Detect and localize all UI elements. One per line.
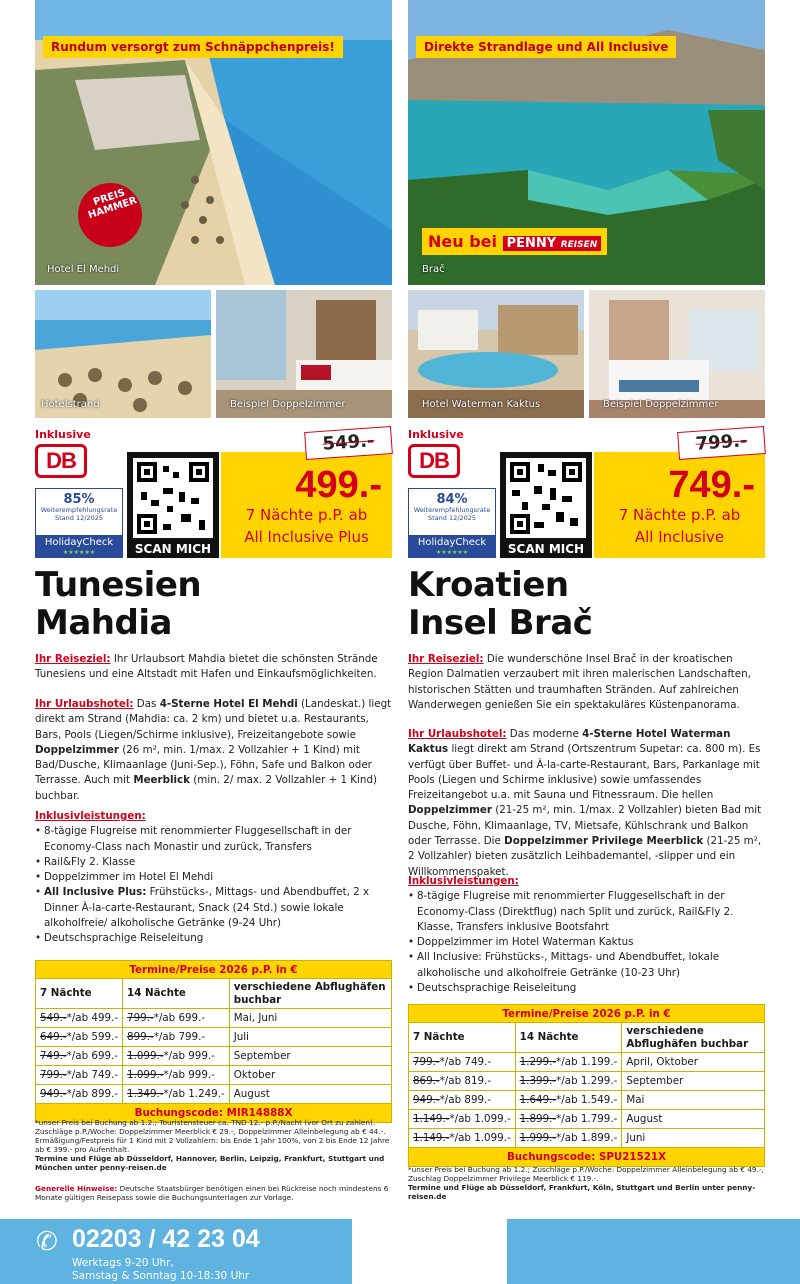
- neu-bei-banner: Neu bei PENNY REISEN: [422, 228, 607, 255]
- price-box: [594, 452, 765, 558]
- scan-label: SCAN MICH: [134, 542, 212, 556]
- hotel-text: Ihr Urlaubshotel: Das moderne 4-Sterne Hotel Waterman Kaktus liegt direkt am Strand (Ortszentrum Supetar: ca. 800 m). Es verfügt über Buffet- und À-la-carte-Restaurant, Bars, Parkanlage mit Pools (Liegen und Schirme inklusive) sowie umfassendes Freizeitangebot u.a. mit Sauna und Fitnessraum. Die hellen Doppelzimmer (21-25 m², min. 1/max. 2 Vollzahler) bieten Bad mit Dusche, Föhn, Klimaanlage, TV, Mietsafe, Kühlschrank und Balkon oder Terrasse. Die Doppelzimmer Privilege Meerblick (21-25 m², 2 Vollzahler) bieten zusätzlich Leihbademantel, -slipper und ein Willkommenspaket.: [408, 728, 762, 878]
- price-7-cell: 869.-*/ab 819.-: [409, 1072, 516, 1091]
- price-7-cell: 749.-*/ab 699.-: [36, 1047, 123, 1066]
- price-14-cell: 799.-*/ab 699.-: [123, 1009, 230, 1028]
- db-logo: DB: [35, 444, 87, 478]
- table-row: [36, 1009, 392, 1028]
- list-item: • All Inclusive: Frühstücks-, Mittags- und Abendbuffet, lokale alkoholische und alkoholfreie Getränke (10-23 Uhr): [408, 950, 765, 981]
- page-number: 4: [392, 1229, 405, 1250]
- thumb-caption: Hotel Waterman Kaktus: [422, 399, 541, 410]
- holidaycheck-badge: [35, 488, 123, 558]
- table-row: [409, 1110, 765, 1129]
- hc-subtitle: Weiterempfehlungsrate: [40, 506, 118, 514]
- price-7-cell: 949.-*/ab 899.-: [409, 1091, 516, 1110]
- price: 499.-: [295, 464, 382, 506]
- general-notes: Generelle Hinweise: Deutsche Staatsbürger benötigen einen bei Rückreise noch mindestens 6 Monate gültigen Reisepass sowie die Buchungsunterlagen zur Vorlage.: [35, 1184, 389, 1202]
- price-14-cell: 1.899.-*/ab 1.799.-: [515, 1110, 622, 1129]
- list-item: • Doppelzimmer im Hotel El Mehdi: [35, 870, 392, 885]
- price-line-2: All Inclusive: [634, 528, 725, 546]
- inklusivleistungen: [35, 809, 392, 947]
- table-row: [409, 1053, 765, 1072]
- phone-icon: ✆: [36, 1227, 58, 1257]
- month-cell: Mai: [622, 1091, 765, 1110]
- reiseziel-text: Ihr Reiseziel: Ihr Urlaubsort Mahdia bietet die schönsten Strände Tunesiens und eine Altstadt mit Hafen und Einkaufsmöglichkeiten.: [35, 653, 378, 681]
- hero-caption: Hotel El Mehdi: [47, 264, 120, 275]
- table-row: [36, 1028, 392, 1047]
- destination-title: Kroatien Insel Brač: [408, 565, 593, 643]
- qr-code[interactable]: [127, 452, 219, 558]
- hc-stand: Stand 12/2025: [55, 513, 103, 522]
- hc-percent: 85%: [63, 492, 95, 507]
- price-14-cell: 1.649.-*/ab 1.549.-: [515, 1091, 622, 1110]
- table-title: Termine/Preise 2026 p.P. in €: [36, 961, 392, 979]
- col-header: 14 Nächte: [123, 979, 230, 1009]
- hc-brand: HolidayCheck: [409, 535, 495, 557]
- price-14-cell: 899.-*/ab 799.-: [123, 1028, 230, 1047]
- price-14-cell: 1.349.-*/ab 1.249.-: [123, 1085, 230, 1104]
- teaser-tag: Direkte Strandlage und All Inclusive: [416, 36, 676, 58]
- holidaycheck-badge: [408, 488, 496, 558]
- table-title: Termine/Preise 2026 p.P. in €: [409, 1005, 765, 1023]
- price-7-cell: 949.-*/ab 899.-: [36, 1085, 123, 1104]
- thumb-caption: Hotelstrand: [41, 399, 100, 410]
- hotline-number[interactable]: 02203 / 42 23 04: [72, 1225, 260, 1253]
- price-7-cell: 649.-*/ab 599.-: [36, 1028, 123, 1047]
- hc-brand: HolidayCheck: [36, 535, 122, 557]
- scan-label: SCAN MICH: [507, 542, 585, 556]
- old-price: 799.-: [677, 426, 766, 460]
- teaser-tag: Rundum versorgt zum Schnäppchenpreis!: [43, 36, 343, 58]
- price-table: [408, 1004, 765, 1167]
- col-header: 7 Nächte: [409, 1023, 516, 1053]
- table-row: [409, 1091, 765, 1110]
- month-cell: Juli: [229, 1028, 391, 1047]
- month-cell: August: [229, 1085, 391, 1104]
- col-header: 7 Nächte: [36, 979, 123, 1009]
- price-7-cell: 1.149.-*/ab 1.099.-: [409, 1129, 516, 1148]
- list-item: • Rail&Fly 2. Klasse: [35, 855, 392, 870]
- table-row: [36, 1047, 392, 1066]
- inklusivleistungen: [408, 874, 765, 996]
- month-cell: Juni: [622, 1129, 765, 1148]
- hero-image-mahdia: [35, 0, 392, 285]
- destination-title: Tunesien Mahdia: [35, 565, 202, 643]
- list-item: • All Inclusive Plus: Frühstücks-, Mittags- und Abendbuffet, 2 x Dinner À-la-carte-Restaurant, Snack (24 Std.) sowie lokale alkoholfreie/ alkoholische Getränke (9-24 Uhr): [35, 885, 392, 931]
- hotline-hours: Werktags 9-20 Uhr, Samstag & Sonntag 10-18:30 Uhr: [72, 1257, 250, 1282]
- thumb-caption: Beispiel Doppelzimmer: [230, 399, 346, 410]
- incl-heading: Inklusivleistungen:: [35, 810, 146, 822]
- price-line-1: 7 Nächte p.P. ab: [618, 506, 741, 524]
- footnote: *unser Preis bei Buchung ab 1.2.; Touristensteuer ca. TND 12.- p.P./Nacht (vor Ort zu zahlen). Zuschläge p.P./Woche: Doppelzimmer Meerblick € 29.-, Doppelzimmer Alleinbelegung ab € 44.-. Ermäßigung/Festpreis für 1 Kind mit 2 Vollzahlern: bis Ende 1 Jahr 100%, von 2 bis Ende 12 Jahre ab € 399.- pro Aufenthalt. Termine und Flüge ab Düsseldorf, Hannover, Berlin, Leipzig, Frankfurt, Stuttgart und München unter penny-reisen.de: [35, 1118, 390, 1172]
- thumb-doppelzimmer: [589, 290, 765, 418]
- inklusive-label: Inklusive: [35, 428, 91, 441]
- footnote: *unser Preis bei Buchung ab 1.2.; Zuschläge p.P./Woche: Doppelzimmer Alleinbelegung ab € 49.-, Zuschlag Doppelzimmer Privilege Meerblick € 119.-. Termine und Flüge ab Düsseldorf, Frankfurt, Köln, Stuttgart und Berlin unter penny-reisen.de: [408, 1165, 764, 1201]
- list-item: • Deutschsprachige Reiseleitung: [35, 931, 392, 946]
- col-header: verschiedene Abflughäfen buchbar: [622, 1023, 765, 1053]
- preis-hammer-badge: PREIS HAMMER: [86, 187, 139, 222]
- price-14-cell: 1.399.-*/ab 1.299.-: [515, 1072, 622, 1091]
- hc-percent: 84%: [436, 492, 468, 507]
- price: 749.-: [668, 464, 755, 506]
- col-header: 14 Nächte: [515, 1023, 622, 1053]
- db-logo: DB: [408, 444, 460, 478]
- qr-code[interactable]: [500, 452, 592, 558]
- price-box: [221, 452, 392, 558]
- price-7-cell: 799.-*/ab 749.-: [36, 1066, 123, 1085]
- thumb-hotelstrand: [35, 290, 211, 418]
- hc-subtitle: Weiterempfehlungsrate: [413, 506, 491, 514]
- booking-code: Buchungscode: MIR14888X: [36, 1104, 392, 1123]
- thumb-caption: Beispiel Doppelzimmer: [603, 399, 719, 410]
- price-14-cell: 1.299.-*/ab 1.199.-: [515, 1053, 622, 1072]
- hotel-text: Ihr Urlaubshotel: Das 4-Sterne Hotel El Mehdi (Landeskat.) liegt direkt am Strand (Mahdia: ca. 2 km) und bietet u.a. Restaurants, Bars, Pools (Liegen/Schirme inklusive), Freizeitangebote sowie Doppelzimmer (26 m², min. 1/max. 2 Vollzahler + 1 Kind) mit Bad/Dusche, Klimaanlage (Juni-Sep.), Föhn, Safe und Balkon oder Terrasse. Auch mit Meerblick (min. 2/ max. 2 Vollzahler + 1 Kind) buchbar.: [35, 698, 392, 802]
- hc-stand: Stand 12/2025: [428, 513, 476, 522]
- table-row: [36, 1066, 392, 1085]
- booking-code: Buchungscode: SPU21521X: [409, 1148, 765, 1167]
- qr-pattern-icon: [133, 458, 213, 538]
- table-row: [36, 1085, 392, 1104]
- reiseziel-text: Ihr Reiseziel: Die wunderschöne Insel Brač in der kroatischen Region Dalmatien verzaubert mit ihren malerischen Landschaften, historischen Stätten und traumhaften Stränden. Auf zahlreichen Wanderwegen genießen Sie ein spektakuläres Küstenpanorama.: [408, 653, 751, 711]
- footer-divider: [352, 1219, 507, 1284]
- hero-image-brac: [408, 0, 765, 285]
- thumb-hotel: [408, 290, 584, 418]
- list-item: • Doppelzimmer im Hotel Waterman Kaktus: [408, 935, 765, 950]
- price-table: [35, 960, 392, 1123]
- hc-stars-icon: ★★★★★★: [62, 549, 96, 556]
- price-14-cell: 1.999.-*/ab 1.899.-: [515, 1129, 622, 1148]
- price-14-cell: 1.099.-*/ab 999.-: [123, 1047, 230, 1066]
- month-cell: Oktober: [229, 1066, 391, 1085]
- price-14-cell: 1.099.-*/ab 999.-: [123, 1066, 230, 1085]
- price-line-2: All Inclusive Plus: [244, 528, 369, 546]
- hc-stars-icon: ★★★★★★: [435, 549, 469, 556]
- list-item: • 8-tägige Flugreise mit renommierter Fluggesellschaft in der Economy-Class nach Monastir und zurück, Transfers: [35, 824, 392, 855]
- qr-pattern-icon: [506, 458, 586, 538]
- month-cell: Mai, Juni: [229, 1009, 391, 1028]
- list-item: • Deutschsprachige Reiseleitung: [408, 981, 765, 996]
- month-cell: August: [622, 1110, 765, 1129]
- table-row: [409, 1072, 765, 1091]
- incl-heading: Inklusivleistungen:: [408, 875, 519, 887]
- table-row: [409, 1129, 765, 1148]
- price-7-cell: 1.149.-*/ab 1.099.-: [409, 1110, 516, 1129]
- thumb-doppelzimmer: [216, 290, 392, 418]
- month-cell: September: [229, 1047, 391, 1066]
- footer-bar: [0, 1219, 800, 1284]
- penny-logo: PENNY REISEN: [503, 236, 602, 251]
- old-price: 549.-: [304, 426, 393, 460]
- list-item: • 8-tägige Flugreise mit renommierter Fluggesellschaft in der Economy-Class (Direktflug) nach Split und zurück, Rail&Fly 2. Klasse, Transfers inklusive Bootsfahrt: [408, 889, 765, 935]
- hero-caption: Brač: [422, 264, 445, 275]
- inklusive-label: Inklusive: [408, 428, 464, 441]
- month-cell: September: [622, 1072, 765, 1091]
- price-line-1: 7 Nächte p.P. ab: [245, 506, 368, 524]
- price-7-cell: 799.-*/ab 749.-: [409, 1053, 516, 1072]
- price-7-cell: 549.-*/ab 499.-: [36, 1009, 123, 1028]
- col-header: verschiedene Abflughäfen buchbar: [229, 979, 391, 1009]
- month-cell: April, Oktober: [622, 1053, 765, 1072]
